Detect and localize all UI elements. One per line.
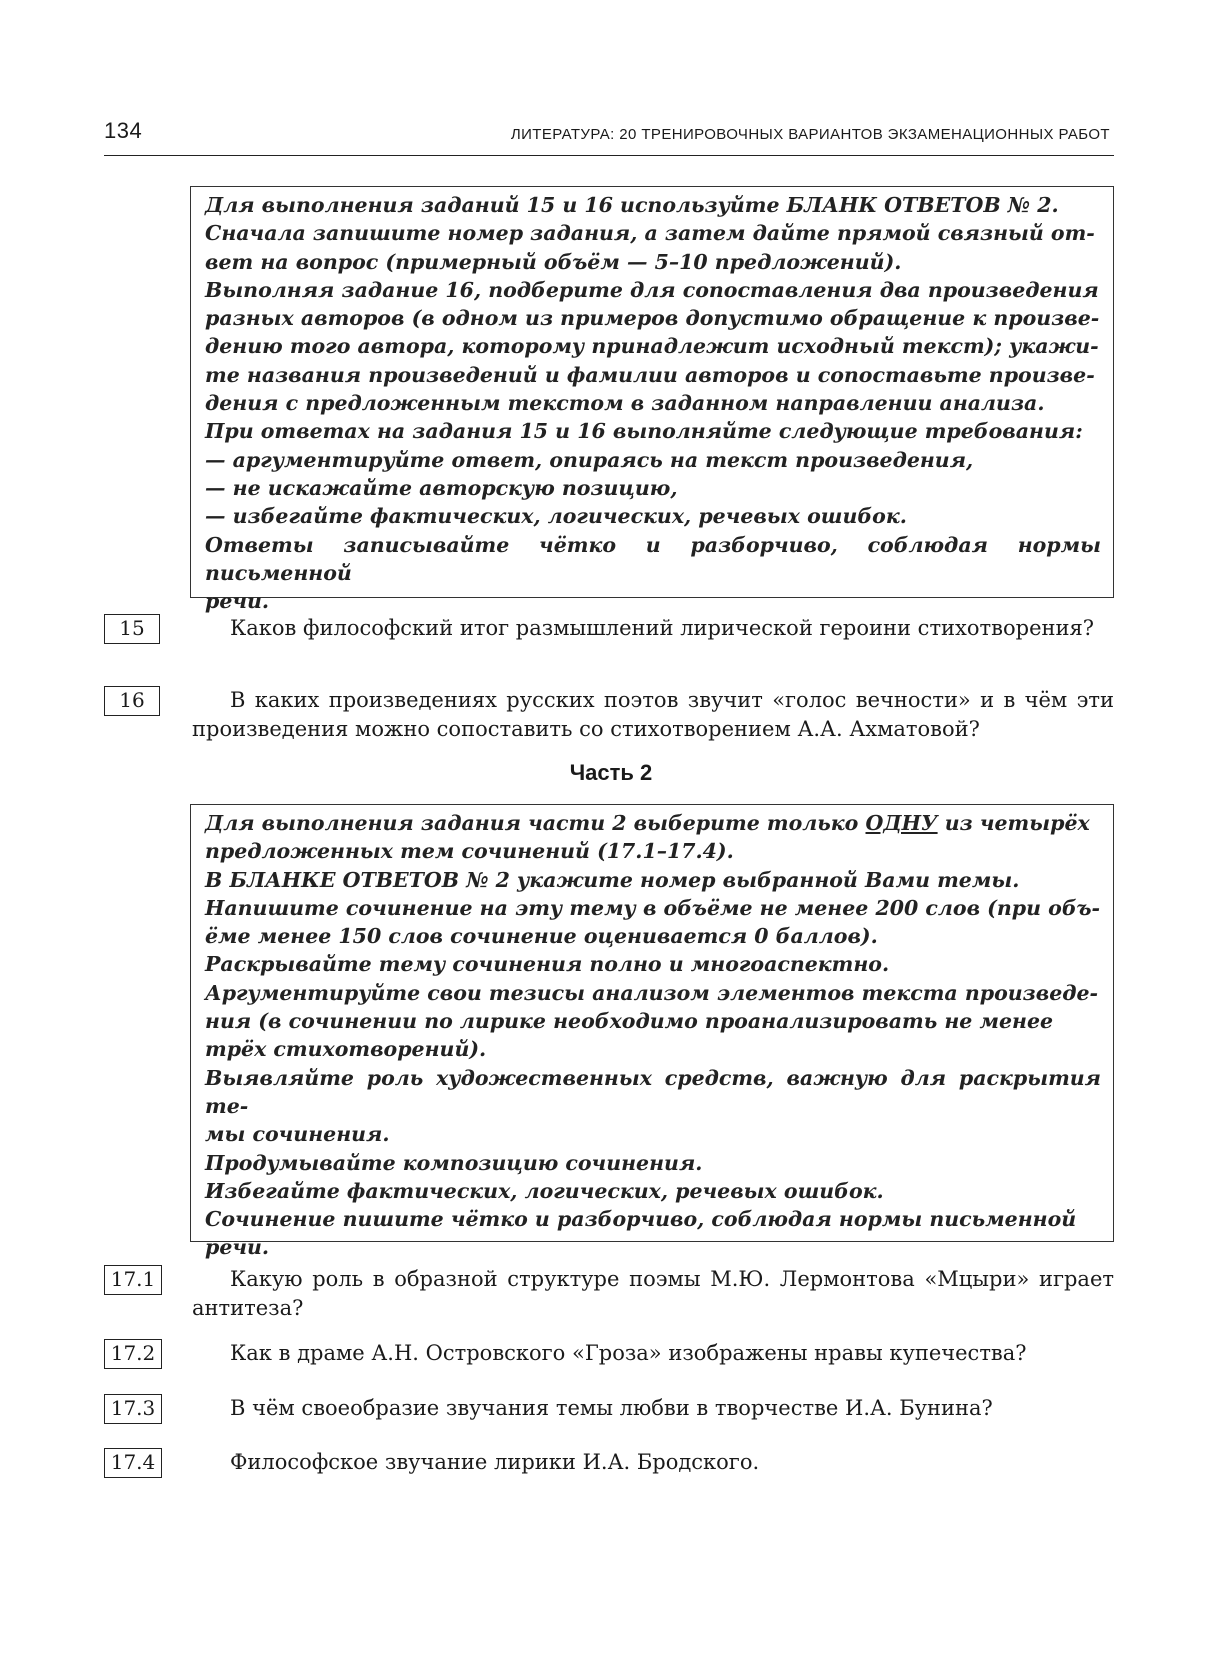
question-number-box: 17.3 <box>104 1394 162 1424</box>
instructions-box-part2 <box>190 804 1114 1260</box>
question-text: В чём своеобразие звучания темы любви в творчестве И.А. Бунина? <box>230 1396 993 1420</box>
instruction-line: Напишите сочинение на эту тему в объёме не менее 200 слов (при объ- <box>205 895 1101 920</box>
instruction-line: разных авторов (в одном из примеров допустимо обращение к произве- <box>205 306 1100 331</box>
instruction-line: — не искажайте авторскую позицию, <box>205 475 678 500</box>
instruction-line: те названия произведений и фамилии авторов и сопоставьте произве- <box>205 362 1095 387</box>
instruction-line: Раскрывайте тему сочинения полно и многоаспектно. <box>205 952 890 977</box>
question-number-box: 17.1 <box>104 1265 162 1295</box>
instruction-line: речи. <box>205 1235 270 1260</box>
question-text: В каких произведениях русских поэтов звучит «голос вечности» и в чём эти произведения можно сопоставить со стихотворением А.А. Ахматовой? <box>192 688 1114 741</box>
instruction-line: дению того автора, которому принадлежит исходный текст); укажи- <box>205 334 1099 359</box>
instruction-line: Ответы записывайте чётко и разборчиво, соблюдая нормы письменной <box>205 532 1101 585</box>
instruction-line: Для выполнения заданий 15 и 16 используйте БЛАНК ОТВЕТОВ № 2. <box>205 193 1059 217</box>
instruction-line: Сочинение пишите чётко и разборчиво, соблюдая нормы письменной <box>205 1207 1077 1232</box>
instruction-line: мы сочинения. <box>205 1122 390 1147</box>
instruction-line: вет на вопрос (примерный объём — 5–10 предложений). <box>205 249 902 274</box>
instruction-line <box>205 809 1101 837</box>
instruction-line: ния (в сочинении по лирике необходимо проанализировать не менее <box>205 1009 1054 1034</box>
instruction-line: — избегайте фактических, логических, речевых ошибок. <box>205 504 907 529</box>
instruction-line: При ответах на задания 15 и 16 выполняйте следующие требования: <box>205 419 1083 444</box>
instruction-line: Продумывайте композицию сочинения. <box>205 1150 703 1175</box>
question-number-box: 17.2 <box>104 1339 162 1369</box>
question-text: Каков философский итог размышлений лирической героини стихотворения? <box>230 616 1094 640</box>
instruction-fragment: Для выполнения задания части 2 выберите только <box>205 811 866 835</box>
header-rule <box>104 155 1114 156</box>
instruction-fragment: из четырёх <box>937 811 1090 835</box>
instruction-line: Аргументируйте свои тезисы анализом элементов текста произведе- <box>205 980 1099 1005</box>
question-number-box: 17.4 <box>104 1448 162 1478</box>
question-number-box: 16 <box>104 686 160 716</box>
instruction-line: В БЛАНКЕ ОТВЕТОВ № 2 укажите номер выбранной Вами темы. <box>205 867 1020 892</box>
instruction-line: трёх стихотворений). <box>205 1037 487 1062</box>
page-number: 134 <box>104 118 143 143</box>
instruction-line: Выявляйте роль художественных средств, важную для раскрытия те- <box>205 1065 1101 1118</box>
instruction-line: — аргументируйте ответ, опираясь на текст произведения, <box>205 447 974 472</box>
instruction-line: предложенных тем сочинений (17.1–17.4). <box>205 839 734 864</box>
instruction-line: Выполняя задание 16, подберите для сопоставления два произведения <box>205 277 1099 302</box>
instruction-line: речи. <box>205 589 270 614</box>
part-2-heading: Часть 2 <box>569 760 653 785</box>
instruction-line: Избегайте фактических, логических, речевых ошибок. <box>205 1178 884 1203</box>
instructions-box-part1 <box>190 186 1114 614</box>
question-text: Какую роль в образной структуре поэмы М.Ю. Лермонтова «Мцыри» играет антитеза? <box>192 1267 1114 1320</box>
instruction-line: Сначала запишите номер задания, а затем дайте прямой связный от- <box>205 221 1095 246</box>
question-number-box: 15 <box>104 614 160 644</box>
instruction-line: ёме менее 150 слов сочинение оценивается 0 баллов). <box>205 924 878 949</box>
emphasis-one: ОДНУ <box>865 811 938 835</box>
question-text: Философское звучание лирики И.А. Бродского. <box>230 1450 760 1474</box>
instruction-line: дения с предложенным текстом в заданном направлении анализа. <box>205 391 1045 416</box>
running-header: ЛИТЕРАТУРА: 20 ТРЕНИРОВОЧНЫХ ВАРИАНТОВ ЭКЗАМЕНАЦИОННЫХ РАБОТ <box>510 126 1110 143</box>
question-text: Как в драме А.Н. Островского «Гроза» изображены нравы купечества? <box>230 1341 1027 1365</box>
